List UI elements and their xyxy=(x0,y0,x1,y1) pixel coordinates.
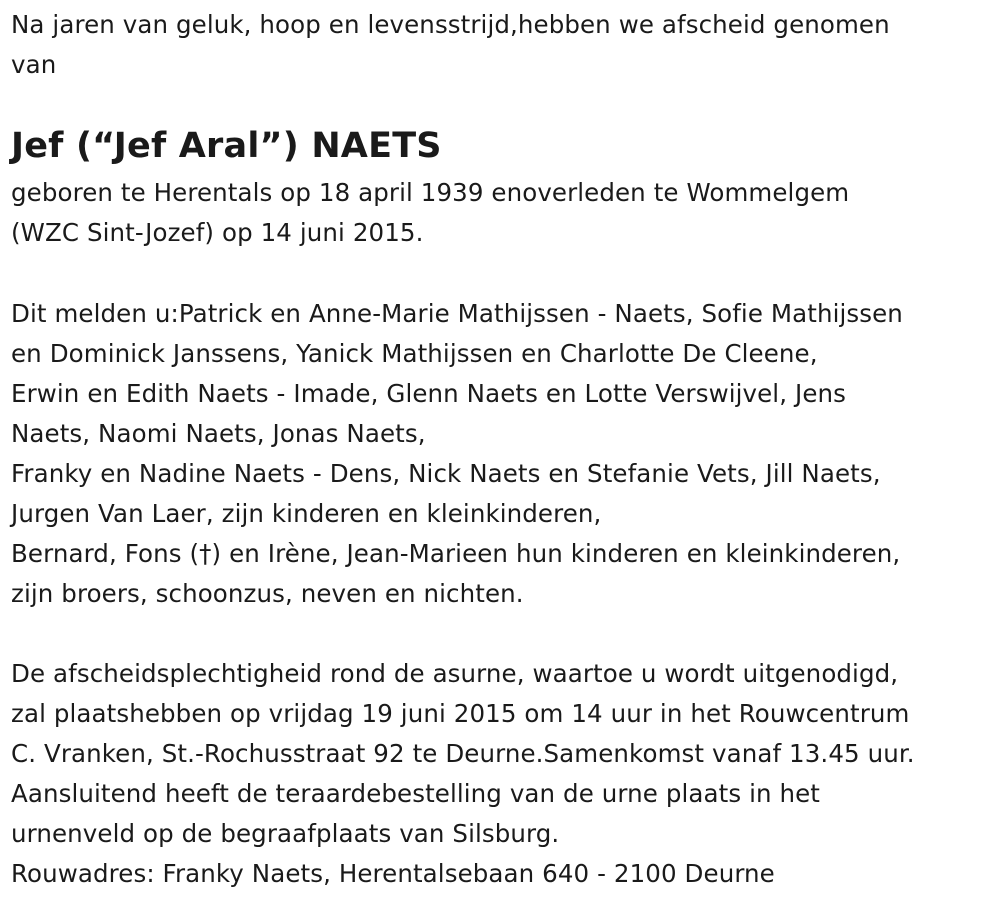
family-line: Bernard, Fons (†) en Irène, Jean-Marieen hun kinderen en kleinkinderen, xyxy=(11,539,901,568)
intro-line: Na jaren van geluk, hoop en levensstrijd,hebben we afscheid genomen xyxy=(11,10,890,39)
family-line: Erwin en Edith Naets - Imade, Glenn Naets en Lotte Verswijvel, Jens xyxy=(11,379,846,408)
ceremony-line: zal plaatshebben op vrijdag 19 juni 2015 om 14 uur in het Rouwcentrum xyxy=(11,699,910,728)
mourning-address: Rouwadres: Franky Naets, Herentalsebaan 640 - 2100 Deurne xyxy=(11,859,775,888)
family-line: Jurgen Van Laer, zijn kinderen en kleinkinderen, xyxy=(11,499,602,528)
birth-death-line: geboren te Herentals op 18 april 1939 enoverleden te Wommelgem xyxy=(11,178,850,207)
family-line: Naets, Naomi Naets, Jonas Naets, xyxy=(11,419,426,448)
ceremony-line: C. Vranken, St.-Rochusstraat 92 te Deurne.Samenkomst vanaf 13.45 uur. xyxy=(11,739,915,768)
ceremony-line: De afscheidsplechtigheid rond de asurne, waartoe u wordt uitgenodigd, xyxy=(11,659,899,688)
ceremony-line: urnenveld op de begraafplaats van Silsburg. xyxy=(11,819,560,848)
birth-death-line: (WZC Sint-Jozef) op 14 juni 2015. xyxy=(11,218,424,247)
ceremony-paragraph xyxy=(11,654,915,894)
family-line: en Dominick Janssens, Yanick Mathijssen en Charlotte De Cleene, xyxy=(11,339,818,368)
family-paragraph xyxy=(11,294,903,614)
ceremony-line: Aansluitend heeft de teraardebestelling van de urne plaats in het xyxy=(11,779,821,808)
intro-paragraph xyxy=(11,5,890,85)
family-line: Dit melden u:Patrick en Anne-Marie Mathijssen - Naets, Sofie Mathijssen xyxy=(11,299,903,328)
intro-line: van xyxy=(11,50,57,79)
birth-death-paragraph xyxy=(11,173,849,253)
family-line: zijn broers, schoonzus, neven en nichten. xyxy=(11,579,524,608)
family-line: Franky en Nadine Naets - Dens, Nick Naets en Stefanie Vets, Jill Naets, xyxy=(11,459,881,488)
deceased-name: Jef (“Jef Aral”) NAETS xyxy=(11,126,442,166)
